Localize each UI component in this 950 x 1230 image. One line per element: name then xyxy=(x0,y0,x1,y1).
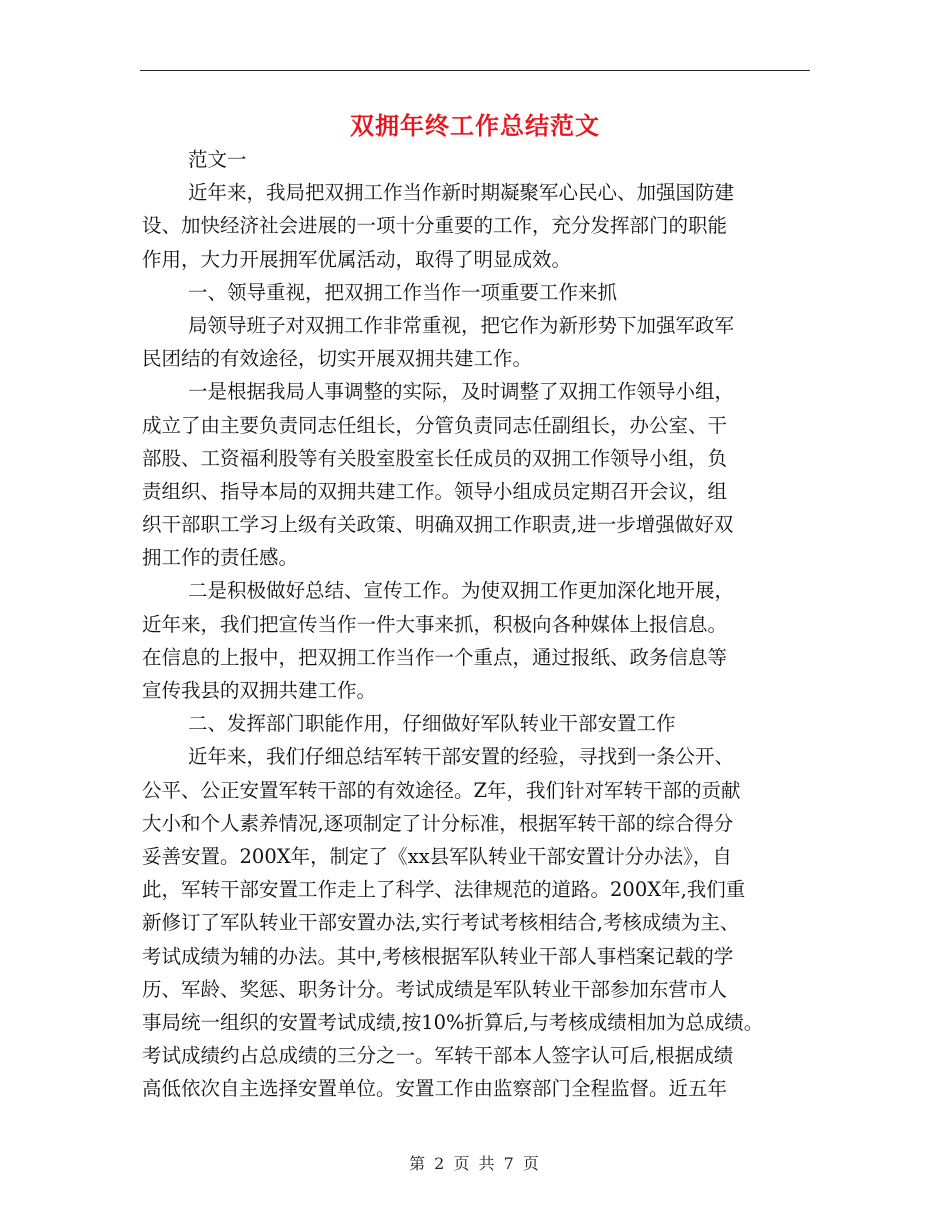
text-line: 设、加快经济社会进展的一项十分重要的工作，充分发挥部门的职能 xyxy=(142,214,728,238)
text-line: 近年来，我们仔细总结军转干部安置的经验，寻找到一条公开、 xyxy=(188,745,735,769)
text-line: 公平、公正安置军转干部的有效途径。Z年，我们针对军转干部的贡献 xyxy=(142,778,741,802)
text-line: 成立了由主要负责同志任组长，分管负责同志任副组长，办公室、干 xyxy=(142,413,728,437)
text-line: 考试成绩约占总成绩的三分之一。军转干部本人签字认可后,根据成绩 xyxy=(142,1044,734,1068)
text-line: 作用，大力开展拥军优属活动，取得了明显成效。 xyxy=(142,247,572,271)
text-line: 宣传我县的双拥共建工作。 xyxy=(142,679,377,702)
text-line: 妥善安置。200X年，制定了《xx县军队转业干部安置计分办法》，自 xyxy=(142,844,732,868)
text-line: 一是根据我局人事调整的实际，及时调整了双拥工作领导小组， xyxy=(188,380,735,404)
text-line: 历、军龄、奖惩、职务计分。考试成绩是军队转业干部参加东营市人 xyxy=(142,977,728,1001)
text-line: 大小和个人素养情况,逐项制定了计分标准，根据军转干部的综合得分 xyxy=(142,811,734,835)
text-line: 部股、工资福利股等有关股室股室长任成员的双拥工作领导小组，负 xyxy=(142,446,728,470)
header-rule xyxy=(140,70,810,71)
text-line: 民团结的有效途径，切实开展双拥共建工作。 xyxy=(142,347,533,371)
text-line: 事局统一组织的安置考试成绩,按10%折算后,与考核成绩相加为总成绩。 xyxy=(142,1010,764,1034)
text-line: 拥工作的责任感。 xyxy=(142,546,299,570)
text-line: 新修订了军队转业干部安置办法,实行考试考核相结合,考核成绩为主、 xyxy=(142,911,740,935)
text-line: 范文一 xyxy=(188,148,247,171)
text-line: 在信息的上报中，把双拥工作当作一个重点，通过报纸、政务信息等 xyxy=(142,645,728,669)
text-line: 二是积极做好总结、宣传工作。为使双拥工作更加深化地开展， xyxy=(188,579,735,603)
text-line: 此，军转干部安置工作走上了科学、法律规范的道路。200X年,我们重 xyxy=(142,878,746,902)
text-line: 一、领导重视，把双拥工作当作一项重要工作来抓 xyxy=(188,280,618,304)
text-line: 考试成绩为辅的办法。其中,考核根据军队转业干部人事档案记载的学 xyxy=(142,944,734,968)
document-title: 双拥年终工作总结范文 xyxy=(350,111,600,140)
text-line: 织干部职工学习上级有关政策、明确双拥工作职责,进一步增强做好双 xyxy=(142,513,734,537)
text-line: 局领导班子对双拥工作非常重视，把它作为新形势下加强军政军 xyxy=(188,313,735,337)
document-body xyxy=(142,143,814,1105)
text-line: 近年来，我们把宣传当作一件大事来抓，积极向各种媒体上报信息。 xyxy=(142,612,728,636)
page-footer: 第 2 页 共 7 页 xyxy=(409,1154,541,1173)
text-line: 责组织、指导本局的双拥共建工作。领导小组成员定期召开会议，组 xyxy=(142,479,728,503)
text-line: 二、发挥部门职能作用，仔细做好军队转业干部安置工作 xyxy=(188,712,676,736)
text-line: 高低依次自主选择安置单位。安置工作由监察部门全程监督。近五年 xyxy=(142,1077,728,1101)
text-line: 近年来，我局把双拥工作当作新时期凝聚军心民心、加强国防建 xyxy=(188,181,735,205)
